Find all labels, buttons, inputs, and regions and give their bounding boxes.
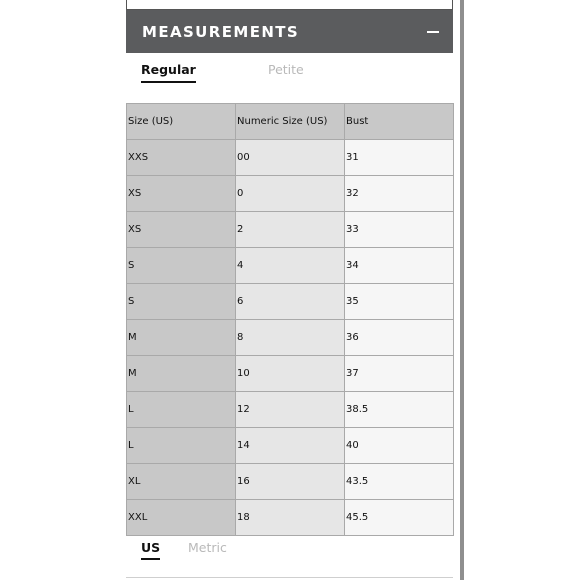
table-row [127, 392, 454, 428]
column-header-size: Size (US) [127, 104, 236, 140]
measurements-panel [126, 0, 453, 580]
bust-cell: 32 [345, 176, 454, 212]
measurements-header[interactable] [126, 10, 453, 53]
bust-cell: 33 [345, 212, 454, 248]
size-cell: S [127, 284, 236, 320]
bust-cell: 31 [345, 140, 454, 176]
table-row [127, 284, 454, 320]
size-cell: S [127, 248, 236, 284]
size-cell: L [127, 428, 236, 464]
size-cell: XS [127, 212, 236, 248]
table-row [127, 176, 454, 212]
table-row [127, 428, 454, 464]
table-row [127, 212, 454, 248]
tab-us[interactable]: US [141, 540, 160, 560]
numeric-size-cell: 0 [236, 176, 345, 212]
numeric-size-cell: 12 [236, 392, 345, 428]
numeric-size-cell: 00 [236, 140, 345, 176]
size-cell: M [127, 356, 236, 392]
bust-cell: 38.5 [345, 392, 454, 428]
column-header-numeric-size: Numeric Size (US) [236, 104, 345, 140]
bust-cell: 34 [345, 248, 454, 284]
bust-cell: 35 [345, 284, 454, 320]
column-header-bust: Bust [345, 104, 454, 140]
bust-cell: 43.5 [345, 464, 454, 500]
numeric-size-cell: 10 [236, 356, 345, 392]
unit-tabs [126, 540, 453, 566]
size-cell: XL [127, 464, 236, 500]
table-row [127, 248, 454, 284]
fit-tabs [126, 62, 453, 90]
tab-metric[interactable]: Metric [188, 540, 227, 555]
table-row [127, 140, 454, 176]
divider [126, 577, 453, 578]
table-header-row [127, 104, 454, 140]
table-body [127, 140, 454, 536]
numeric-size-cell: 4 [236, 248, 345, 284]
bust-cell: 45.5 [345, 500, 454, 536]
section-title: MEASUREMENTS [142, 22, 300, 41]
table-row [127, 320, 454, 356]
scrollbar[interactable] [460, 0, 464, 580]
bust-cell: 40 [345, 428, 454, 464]
size-table-container [126, 103, 453, 536]
bust-cell: 36 [345, 320, 454, 356]
size-cell: M [127, 320, 236, 356]
numeric-size-cell: 8 [236, 320, 345, 356]
numeric-size-cell: 18 [236, 500, 345, 536]
table-row [127, 356, 454, 392]
table-row [127, 500, 454, 536]
size-cell: XXS [127, 140, 236, 176]
numeric-size-cell: 16 [236, 464, 345, 500]
numeric-size-cell: 2 [236, 212, 345, 248]
numeric-size-cell: 14 [236, 428, 345, 464]
size-table [126, 103, 454, 536]
tab-regular[interactable]: Regular [141, 62, 196, 83]
size-cell: XS [127, 176, 236, 212]
size-cell: XXL [127, 500, 236, 536]
table-row [127, 464, 454, 500]
bust-cell: 37 [345, 356, 454, 392]
numeric-size-cell: 6 [236, 284, 345, 320]
size-cell: L [127, 392, 236, 428]
previous-section-edge [126, 0, 453, 10]
tab-petite[interactable]: Petite [268, 62, 304, 77]
minus-icon[interactable] [427, 31, 439, 33]
